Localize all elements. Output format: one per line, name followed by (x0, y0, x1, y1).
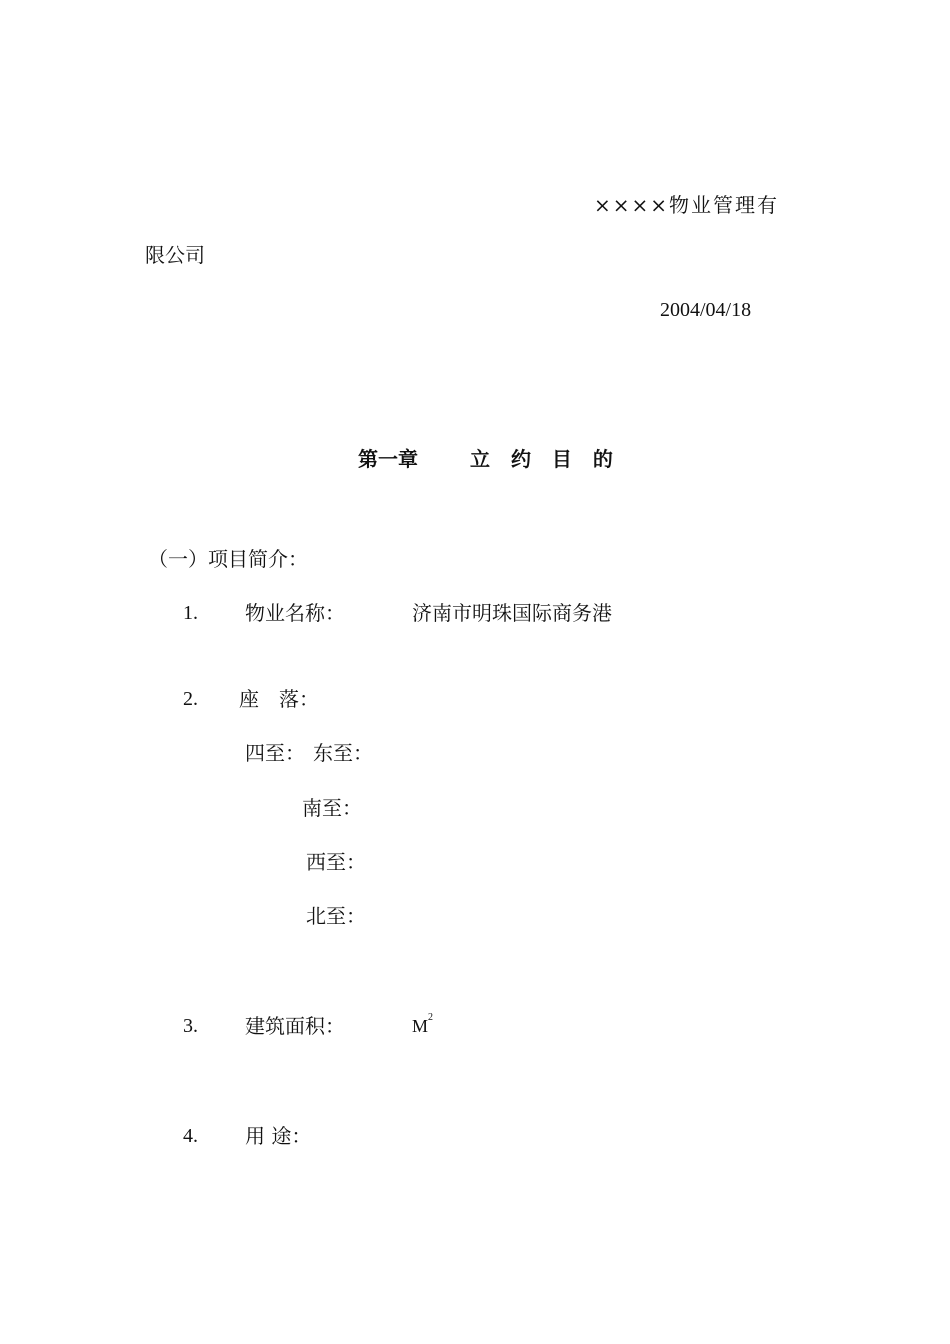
item-number-2: 2. (183, 688, 198, 710)
boundary-east: 东至： (313, 741, 373, 765)
boundary-west: 西至： (306, 850, 366, 874)
area-unit-superscript: 2 (428, 1012, 434, 1023)
item-label-usage: 用 途： (245, 1124, 312, 1148)
company-name-line2: 限公司 (145, 243, 205, 267)
boundary-south: 南至： (302, 796, 362, 820)
item-number-3: 3. (183, 1015, 198, 1037)
area-unit (412, 1013, 433, 1039)
item-label-property-name: 物业名称： (245, 601, 345, 625)
chapter-title: 立 约 目 的 (470, 447, 620, 471)
chapter-number: 第一章 (358, 447, 418, 471)
item-number-1: 1. (183, 602, 198, 624)
area-unit-base: M (412, 1016, 429, 1036)
item-label-building-area: 建筑面积： (245, 1014, 345, 1038)
boundaries-label: 四至： (245, 741, 305, 765)
item-label-location: 座 落： (239, 687, 319, 711)
section-heading: （一）项目简介： (148, 547, 308, 571)
company-name-line1: ××××物业管理有 (594, 193, 780, 217)
item-value-property-name: 济南市明珠国际商务港 (412, 601, 612, 625)
document-date: 2004/04/18 (660, 299, 752, 321)
item-number-4: 4. (183, 1125, 198, 1147)
boundary-north: 北至： (306, 904, 366, 928)
